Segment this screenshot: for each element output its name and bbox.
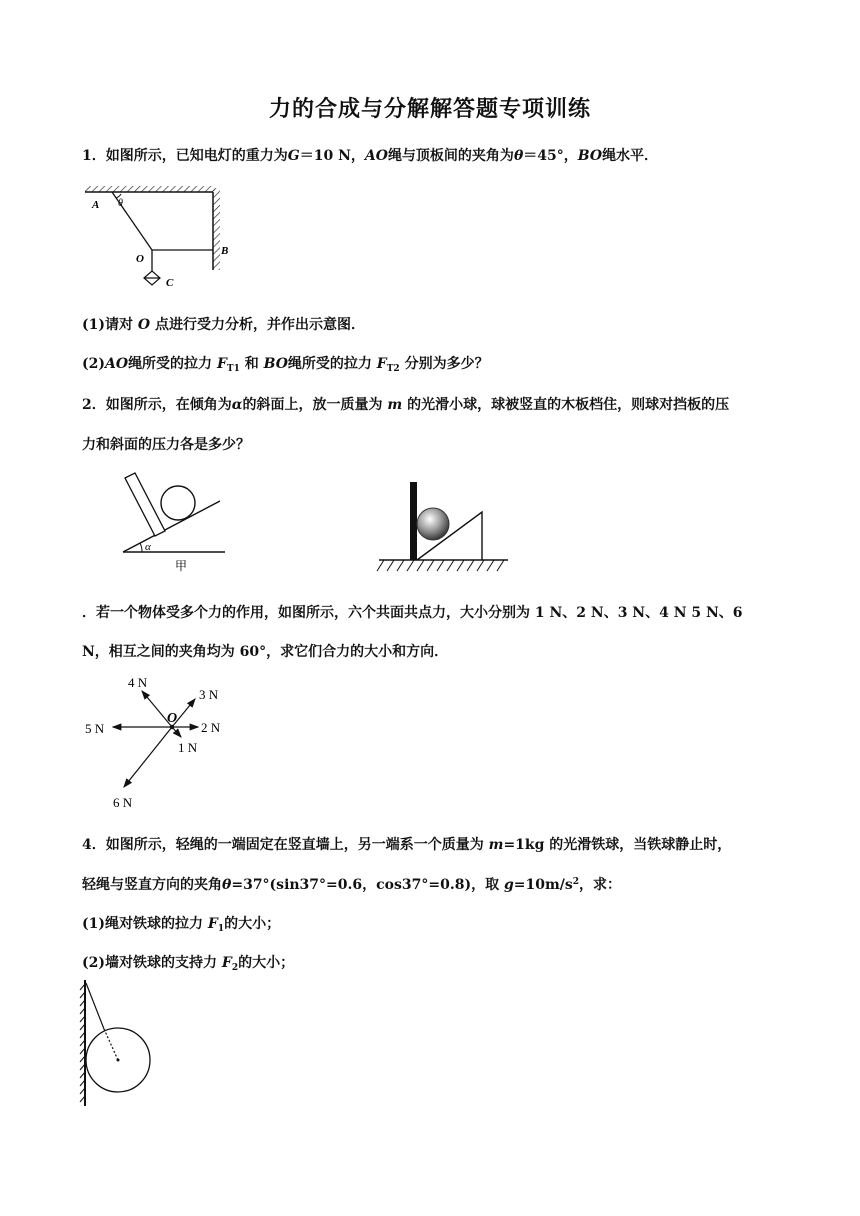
label-6n: 6 N [113,795,133,810]
ceiling-hatch [85,186,215,192]
label-o: O [167,711,178,726]
question-4-part-2: (2)墙对铁球的支持力 $F_2$的大小； [82,955,295,973]
question-4-stem-line2: 轻绳与竖直方向的夹角θ=37°(sin37°=0.6，cos37°=0.8)，取 $g=10m/s^2$，求： [82,877,622,893]
question-3-stem-line2: N，相互之间的夹角均为 60°，求它们合力的大小和方向． [82,644,449,660]
label-1n: 1 N [178,740,198,755]
figure-six-forces [80,672,245,814]
board [125,473,165,536]
ball [417,508,449,540]
question-2-stem: 2．如图所示，在倾角为α的斜面上，放一质量为 m 的光滑小球，球被竖直的木板档住，则球对挡板的压 [82,397,730,413]
force-6n-arrow [124,727,172,787]
lamp-icon [144,271,160,285]
label-2n: 2 N [201,720,221,735]
label-alpha: α [145,541,151,553]
label-3n: 3 N [199,687,219,702]
question-1-part-1: (1)请对 O 点进行受力分析，并作出示意图． [82,317,365,333]
board [410,482,417,560]
question-4-stem: 4．如图所示，轻绳的一端固定在竖直墙上，另一端系一个质量为 m=1kg 的光滑铁球，当铁球静止时， [82,837,732,853]
rope [86,983,104,1029]
label-jia: 甲 [175,559,188,573]
ball-center [117,1059,120,1062]
figure-lamp-ropes [80,182,240,294]
figure-ball-incline-a [115,470,235,576]
label-5n: 5 N [85,721,105,736]
question-2-stem-line2: 力和斜面的压力各是多少？ [82,437,250,453]
ground-hatch [377,560,504,571]
question-4-part-1: (1)绳对铁球的拉力 $F_1$的大小； [82,916,281,934]
question-1-part-2: (2)AO绳所受的拉力 $F_{T1}$ 和 BO绳所受的拉力 $F_{T2}$ 分别为多少？ [82,356,489,374]
page-title: 力的合成与分解解答题专项训练 [268,96,591,122]
label-4n: 4 N [128,675,148,690]
alpha-arc [140,543,142,552]
figure-ball-incline-b [374,476,514,576]
question-3-stem: ．若一个物体受多个力的作用，如图所示，六个共面共点力，大小分别为 1 N、2 N、3 N、4 N 5 N、6 [82,605,743,621]
ball [161,486,195,520]
label-b: B [221,245,229,257]
label-theta: θ [118,198,123,209]
rope-extension-dashed [104,1029,118,1060]
figure-ball-wall [78,978,158,1110]
label-a: A [92,199,100,211]
label-o: O [136,253,144,265]
wall-hatch [213,188,220,270]
question-1-stem: 1．如图所示，已知电灯的重力为G＝10 N，AO绳与顶板间的夹角为θ＝45°，BO绳水平． [82,148,659,164]
label-c: C [166,277,174,289]
